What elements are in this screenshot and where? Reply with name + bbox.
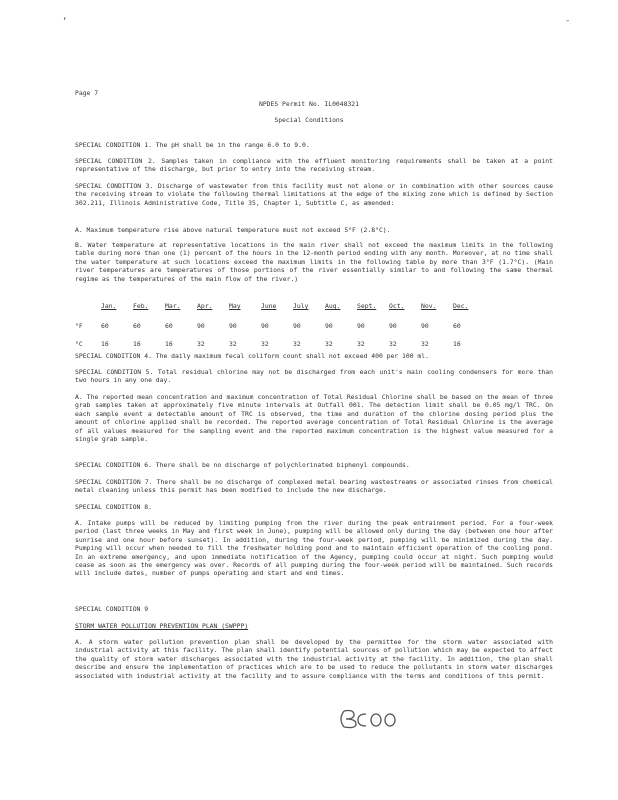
special-condition-9: SPECIAL CONDITION 9 [75, 605, 149, 613]
table-cell: 32 [421, 340, 429, 348]
month-header: Feb. [133, 302, 149, 310]
table-cell: 90 [197, 322, 205, 330]
table-cell: 32 [325, 340, 333, 348]
special-condition-5: SPECIAL CONDITION 5. Total residual chlorine may not be discharged from each unit's main cooling condensers for more than two hours in any one day. [75, 368, 553, 385]
month-header: Nov. [421, 302, 437, 310]
condition-5a: A. The reported mean concentration and maximum concentration of Total Residual Chlorine shall be based on the mean of three grab samples taken at approximately five minute intervals at Outfall 001. The detection limit shall be 0.05 mg/l TRC. On each sample event a detectable amount of TRC is observed, the time and duration of the chlorine dosing period plus the amount of chlorine applied shall be recorded. The reported average concentration of Total Residual Chlorine is the average of all values measured for the sampling event and the reported maximum concentration is the highest value measured for a single grab sample. [75, 393, 553, 444]
condition-3b: B. Water temperature at representative locations in the main river shall not exceed the maximum limits in the following table during more than one (1) percent of the hours in the 12-month period ending with any month. Moreover, at no time shall the water temperature at such locations exceed the maximum limits in the following table by more than 3°F (1.7°C). (Main river temperatures are temperatures of those portions of the river essentially similar to and following the same thermal regime as the temperatures of the main flow of the river.) [75, 241, 553, 283]
table-cell: 32 [293, 340, 301, 348]
special-condition-6: SPECIAL CONDITION 6. There shall be no discharge of polychlorinated biphenyl compounds. [75, 461, 410, 469]
table-row-celsius [75, 338, 485, 350]
temperature-table [75, 300, 485, 350]
table-cell: 90 [261, 322, 269, 330]
month-header: Sept. [357, 302, 377, 310]
month-header: Oct. [389, 302, 405, 310]
special-condition-1: SPECIAL CONDITION 1. The pH shall be in the range 6.0 to 9.0. [75, 141, 310, 149]
special-condition-4: SPECIAL CONDITION 4. The daily maximum fecal coliform count shall not exceed 400 per 100 ml. [75, 352, 429, 360]
corner-mark: - [565, 16, 571, 26]
table-cell: 60 [165, 322, 173, 330]
month-header: June [261, 302, 277, 310]
permit-number: NPDES Permit No. IL0048321 [258, 100, 360, 108]
unit-label: °C [75, 340, 83, 348]
table-corner [75, 300, 101, 312]
swppp-heading: STORM WATER POLLUTION PREVENTION PLAN (SWPPP) [75, 622, 249, 630]
month-header: Apr. [197, 302, 213, 310]
month-header: Mar. [165, 302, 181, 310]
table-cell: 32 [197, 340, 205, 348]
table-cell: 32 [357, 340, 365, 348]
table-cell: 60 [133, 322, 141, 330]
unit-label: °F [75, 322, 83, 330]
table-cell: 60 [101, 322, 109, 330]
condition-9a: A. A storm water pollution prevention plan shall be developed by the permittee for the storm water associated with industrial activity at this facility. The plan shall identify potential sources of pollution which may be expected to affect the quality of storm water discharges associated with the industrial activity at the facility. In addition, the plan shall describe and ensure the implementation of practices which are to be used to reduce the pollutants in storm water discharges associated with industrial activity at the facility and to assure compliance with the terms and conditions of this permit. [75, 638, 553, 680]
month-header: Aug. [325, 302, 341, 310]
month-header: July [293, 302, 309, 310]
table-cell: 90 [389, 322, 397, 330]
table-cell: 60 [453, 322, 461, 330]
page-stamp-mark [336, 706, 402, 732]
page-title: Special Conditions [274, 116, 344, 124]
table-cell: 16 [453, 340, 461, 348]
table-cell: 16 [133, 340, 141, 348]
table-cell: 90 [421, 322, 429, 330]
temperature-table-header [75, 300, 485, 312]
month-header: Jan. [101, 302, 117, 310]
table-row-fahrenheit [75, 320, 485, 332]
table-cell: 90 [229, 322, 237, 330]
table-cell: 32 [389, 340, 397, 348]
month-header: May [229, 302, 241, 310]
corner-mark: , [62, 12, 68, 22]
month-header: Dec. [453, 302, 469, 310]
special-condition-2: SPECIAL CONDITION 2. Samples taken in compliance with the effluent monitoring requirements shall be taken at a point representative of the discharge, but prior to entry into the receiving stream. [75, 157, 553, 174]
page-label: Page 7 [75, 89, 99, 97]
table-cell: 90 [325, 322, 333, 330]
condition-3a: A. Maximum temperature rise above natural temperature must not exceed 5°F (2.8°C). [75, 226, 391, 234]
table-cell: 32 [261, 340, 269, 348]
special-condition-3: SPECIAL CONDITION 3. Discharge of wastewater from this facility must not alone or in combination with other sources cause the receiving stream to violate the following thermal limitations at the edge of the mixing zone which is defined by Section 302.211, Illinois Administrative Code, Title 35, Chapter 1, Subtitle C, as amended: [75, 182, 553, 207]
special-condition-7: SPECIAL CONDITION 7. There shall be no discharge of complexed metal bearing wastestreams or associated rinses from chemical metal cleaning unless this permit has been modified to include the new discharge. [75, 478, 553, 495]
special-condition-8: SPECIAL CONDITION 8. [75, 503, 152, 511]
table-cell: 16 [165, 340, 173, 348]
condition-8a: A. Intake pumps will be reduced by limiting pumping from the river during the peak entrainment period. For a four-week period (last three weeks in May and first week in June), pumping will be allowed only during the day (between one hour after sunrise and one hour before sunset). In addition, during the four-week period, pumping will be minimized during the day. Pumping will occur when needed to fill the freshwater holding pond and to maintain efficient operation of the cooling pond. In an extreme emergency, and upon immediate notification of the Agency, pumping could occur at night. Such pumping would cease as soon as the emergency was over. Records of all pumping during the four-week period will be maintained. Such records will include dates, number of pumps operating and start and end times. [75, 519, 553, 578]
table-cell: 90 [357, 322, 365, 330]
table-cell: 32 [229, 340, 237, 348]
table-cell: 16 [101, 340, 109, 348]
table-cell: 90 [293, 322, 301, 330]
